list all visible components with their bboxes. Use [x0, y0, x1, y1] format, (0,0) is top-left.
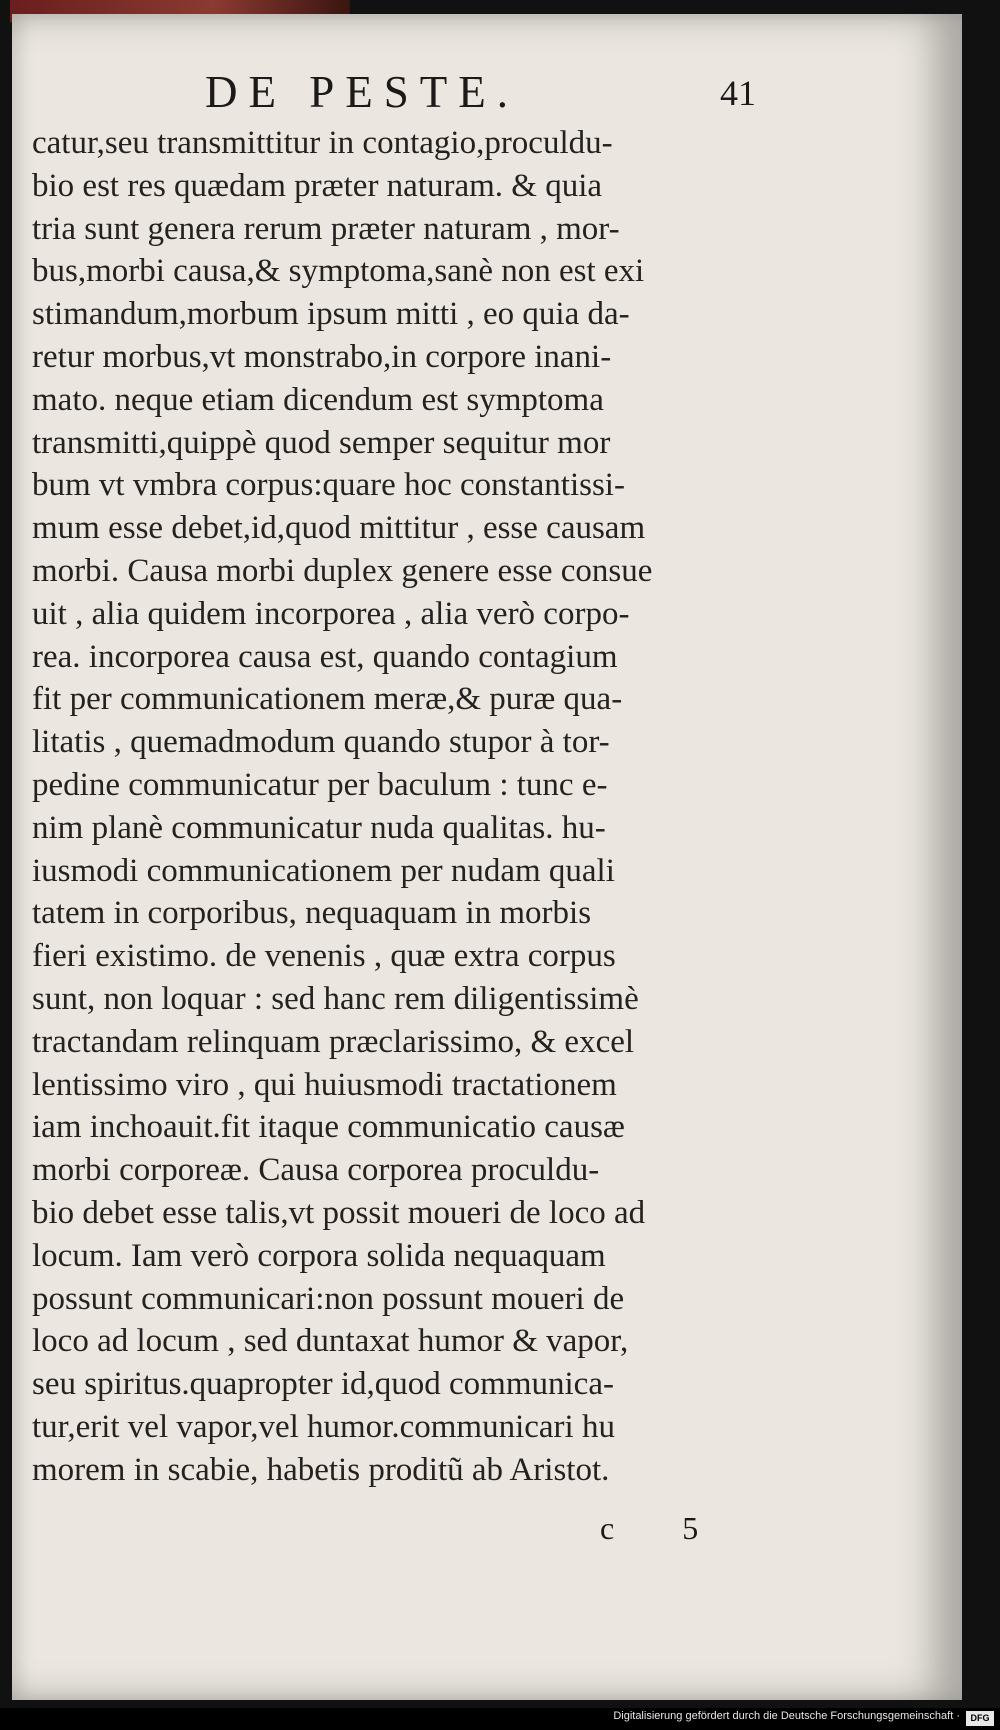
text-line: tatem in corporibus, nequaquam in morbis [32, 895, 592, 932]
text-line: nim planè communicatur nuda qualitas. hu- [32, 809, 606, 846]
text-line: possunt communicari:non possunt moueri de [32, 1280, 625, 1317]
body-text [32, 122, 788, 1492]
text-line: iusmodi communicationem per nudam quali [32, 852, 615, 889]
text-line: loco ad locum , sed duntaxat humor & vapor, [32, 1323, 629, 1360]
running-head: DE PESTE. [205, 67, 520, 117]
funding-credit: Digitalisierung gefördert durch die Deutsche Forschungsgemeinschaft · [613, 1710, 960, 1722]
text-line: uit , alia quidem incorporea , alia verò corpo- [32, 595, 630, 632]
text-line: bum vt vmbra corpus:quare hoc constantissi- [32, 467, 625, 504]
text-line: morbi. Causa morbi duplex genere esse consue [32, 552, 653, 589]
page-number: 41 [720, 73, 756, 113]
text-line: tria sunt genera rerum præter naturam , mor- [32, 210, 620, 247]
text-line: seu spiritus.quapropter id,quod communica- [32, 1366, 614, 1403]
page-header [12, 66, 962, 126]
text-line: bio debet esse talis,vt possit moueri de loco ad [32, 1194, 646, 1231]
text-line: tractandam relinquam præclarissimo, & excel [32, 1023, 635, 1060]
digitization-footer [0, 1708, 1000, 1730]
text-line: morbi corporeæ. Causa corporea proculdu- [32, 1152, 600, 1189]
text-line: mato. neque etiam dicendum est symptoma [32, 381, 604, 418]
text-line: iam inchoauit.fit itaque communicatio causæ [32, 1109, 625, 1146]
text-line: fit per communicationem meræ,& puræ qua- [32, 681, 623, 718]
text-line: bio est res quædam præter naturam. & quia [32, 167, 603, 204]
book-page [12, 14, 962, 1700]
text-line: retur morbus,vt monstrabo,in corpore inani- [32, 338, 612, 375]
text-line: locum. Iam verò corpora solida nequaquam [32, 1237, 606, 1274]
text-line: mum esse debet,id,quod mittitur , esse causam [32, 510, 646, 547]
text-line: bus,morbi causa,& symptoma,sanè non est exi [32, 253, 645, 290]
text-line: stimandum,morbum ipsum mitti , eo quia da- [32, 296, 630, 333]
signature-mark: c 5 [600, 1510, 729, 1546]
text-line: sunt, non loquar : sed hanc rem diligentissimè [32, 980, 639, 1017]
text-line: morem in scabie, habetis proditũ ab Aristot. [32, 1451, 610, 1488]
text-line: lentissimo viro , qui huiusmodi tractationem [32, 1066, 617, 1103]
text-line: rea. incorporea causa est, quando contagium [32, 638, 618, 675]
text-line: tur,erit vel vapor,vel humor.communicari hu [32, 1408, 615, 1445]
text-line: pedine communicatur per baculum : tunc e- [32, 766, 608, 803]
text-line: litatis , quemadmodum quando stupor à tor- [32, 724, 610, 761]
text-line: fieri existimo. de venenis , quæ extra corpus [32, 938, 616, 975]
text-line: catur,seu transmittitur in contagio,proculdu- [32, 125, 613, 161]
text-line: transmitti,quippè quod semper sequitur mor [32, 424, 611, 461]
dfg-logo-icon: DFG [966, 1711, 994, 1726]
